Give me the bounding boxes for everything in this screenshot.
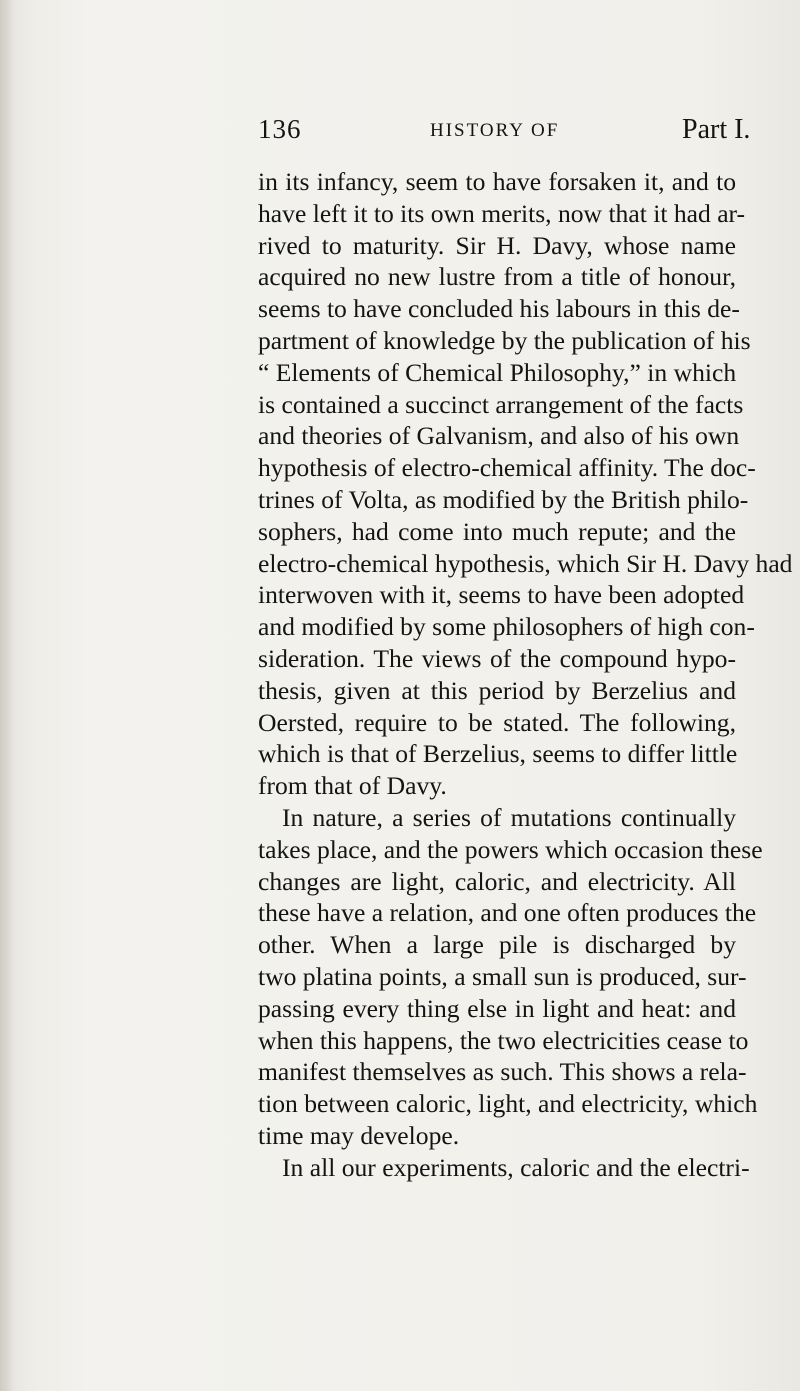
- text-line: time may develope.: [258, 1120, 460, 1150]
- text-line: these have a relation, and one often produces the: [258, 898, 757, 928]
- text-line: In nature, a series of mutations continually: [282, 802, 736, 832]
- part-label: Part I.: [682, 114, 751, 145]
- running-title: HISTORY OF: [430, 120, 560, 141]
- text-line: Oersted, require to be stated. The following,: [258, 707, 736, 737]
- paragraph-3: [258, 1152, 750, 1184]
- text-line: electro-chemical hypothesis, which Sir H. Davy had: [258, 548, 793, 578]
- page-number: 136: [258, 114, 302, 144]
- text-line: partment of knowledge by the publication of his: [258, 325, 751, 355]
- text-line: and modified by some philosophers of high con-: [258, 612, 755, 642]
- text-line: interwoven with it, seems to have been adopted: [258, 580, 745, 610]
- text-line: manifest themselves as such. This shows a rela-: [258, 1057, 747, 1087]
- text-line: seems to have concluded his labours in this de-: [258, 294, 740, 324]
- text-line: when this happens, the two electricities cease to: [258, 1025, 749, 1055]
- text-line: sophers, had come into much repute; and the: [258, 516, 736, 546]
- text-line: from that of Davy.: [258, 771, 447, 801]
- body-text: [258, 166, 793, 1184]
- text-line: sideration. The views of the compound hypo-: [258, 643, 736, 673]
- spine-shadow: [0, 0, 14, 1391]
- text-line: In all our experiments, caloric and the electri-: [282, 1152, 750, 1182]
- text-line: “ Elements of Chemical Philosophy,” in which: [258, 357, 737, 387]
- text-line: and theories of Galvanism, and also of his own: [258, 421, 740, 451]
- running-head: [0, 114, 800, 154]
- text-line: hypothesis of electro-chemical affinity. The doc-: [258, 453, 756, 483]
- text-line: acquired no new lustre from a title of honour,: [258, 262, 736, 292]
- text-line: have left it to its own merits, now that it had ar-: [258, 198, 746, 228]
- text-line: is contained a succinct arrangement of the facts: [258, 389, 744, 419]
- text-line: takes place, and the powers which occasion these: [258, 834, 763, 864]
- paragraph-1: [258, 166, 793, 802]
- text-line: which is that of Berzelius, seems to differ little: [258, 739, 738, 769]
- text-line: changes are light, caloric, and electricity. All: [258, 866, 736, 896]
- text-line: tion between caloric, light, and electricity, which: [258, 1089, 758, 1119]
- paragraph-2: [258, 802, 763, 1152]
- text-line: thesis, given at this period by Berzelius and: [258, 675, 736, 705]
- text-line: passing every thing else in light and heat: and: [258, 993, 736, 1023]
- text-line: rived to maturity. Sir H. Davy, whose name: [258, 230, 736, 260]
- text-line: trines of Volta, as modified by the British philo-: [258, 484, 749, 514]
- text-line: other. When a large pile is discharged by: [258, 930, 736, 960]
- text-line: two platina points, a small sun is produced, sur-: [258, 961, 747, 991]
- text-line: in its infancy, seem to have forsaken it, and to: [258, 167, 736, 196]
